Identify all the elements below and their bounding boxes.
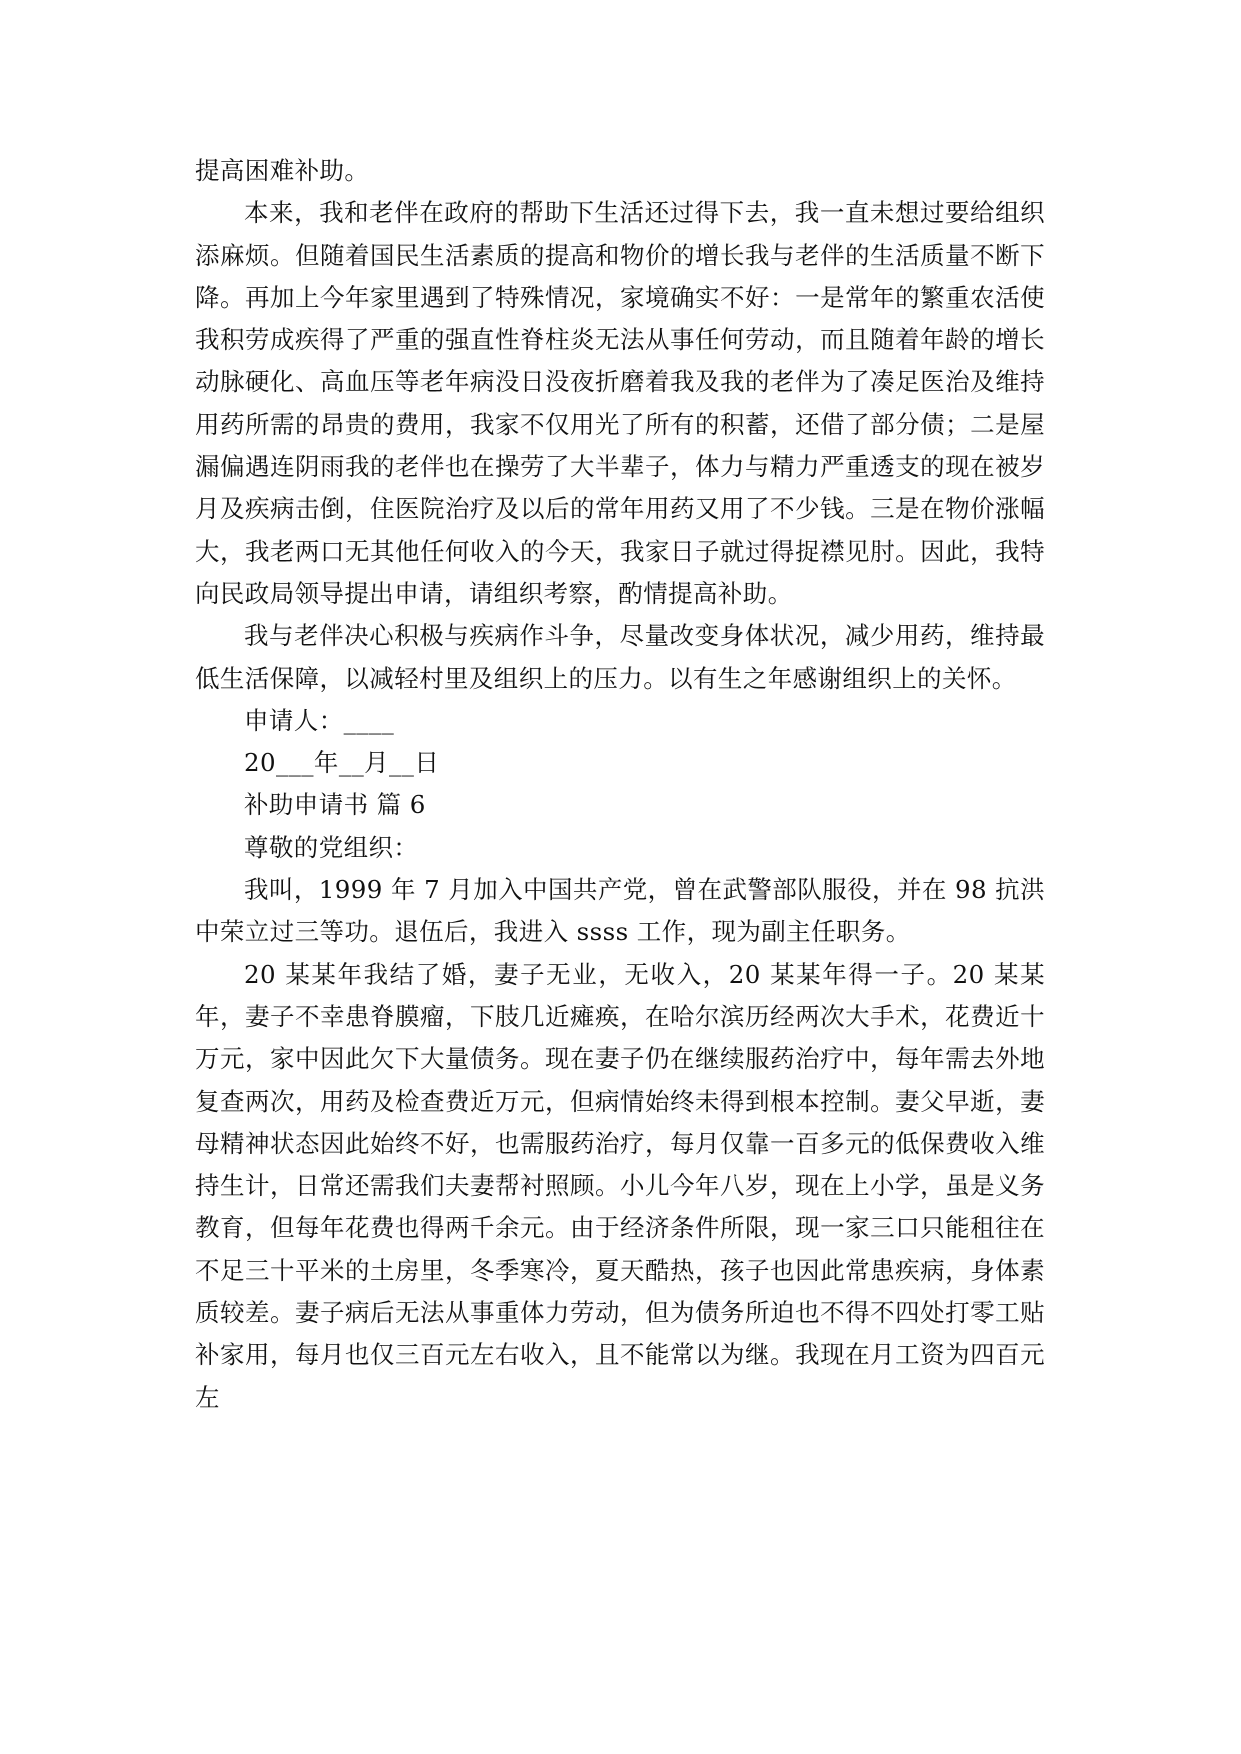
applicant-signature-line: 申请人：____: [244, 705, 395, 735]
document-body: [195, 150, 1045, 1419]
body-paragraph: 我叫，1999 年 7 月加入中国共产党，曾在武警部队服役，并在 98 抗洪中荣立过三等功。退伍后，我进入 ssss 工作，现为副主任职务。: [195, 875, 1045, 947]
salutation: 尊敬的党组织：: [244, 832, 419, 862]
body-paragraph: 本来，我和老伴在政府的帮助下生活还过得下去，我一直未想过要给组织添麻烦。但随着国民生活素质的提高和物价的增长我与老伴的生活质量不断下降。再加上今年家里遇到了特殊情况，家境确实不好：一是常年的繁重农活使我积劳成疾得了严重的强直性脊柱炎无法从事任何劳动，而且随着年龄的增长动脉硬化、高血压等老年病没日没夜折磨着我及我的老伴为了凑足医治及维持用药所需的昂贵的费用，我家不仅用光了所有的积蓄，还借了部分债；二是屋漏偏遇连阴雨我的老伴也在操劳了大半辈子，体力与精力严重透支的现在被岁月及疾病击倒，住医院治疗及以后的常年用药又用了不少钱。三是在物价涨幅大，我老两口无其他任何收入的今天，我家日子就过得捉襟见肘。因此，我特向民政局领导提出申请，请组织考察，酌情提高补助。: [195, 198, 1045, 608]
body-paragraph: 20 某某年我结了婚，妻子无业，无收入，20 某某年得一子。20 某某年，妻子不幸患脊膜瘤，下肢几近瘫痪，在哈尔滨历经两次大手术，花费近十万元，家中因此欠下大量债务。现在妻子仍在继续服药治疗中，每年需去外地复查两次，用药及检查费近万元，但病情始终未得到根本控制。妻父早逝，妻母精神状态因此始终不好，也需服药治疗，每月仅靠一百多元的低保费收入维持生计，日常还需我们夫妻帮衬照顾。小儿今年八岁，现在上小学，虽是义务教育，但每年花费也得两千余元。由于经济条件所限，现一家三口只能租往在不足三十平米的土房里，冬季寒冷，夏天酷热，孩子也因此常患疾病，身体素质较差。妻子病后无法从事重体力劳动，但为债务所迫也不得不四处打零工贴补家用，每月也仅三百元左右收入，且不能常以为继。我现在月工资为四百元左: [195, 959, 1045, 1412]
continuation-paragraph: 提高困难补助。: [195, 156, 370, 185]
section-title: 补助申请书 篇 6: [244, 790, 426, 820]
date-line: 20___年__月__日: [244, 748, 440, 778]
body-paragraph: 我与老伴决心积极与疾病作斗争，尽量改变身体状况，减少用药，维持最低生活保障，以减轻村里及组织上的压力。以有生之年感谢组织上的关怀。: [195, 621, 1045, 693]
